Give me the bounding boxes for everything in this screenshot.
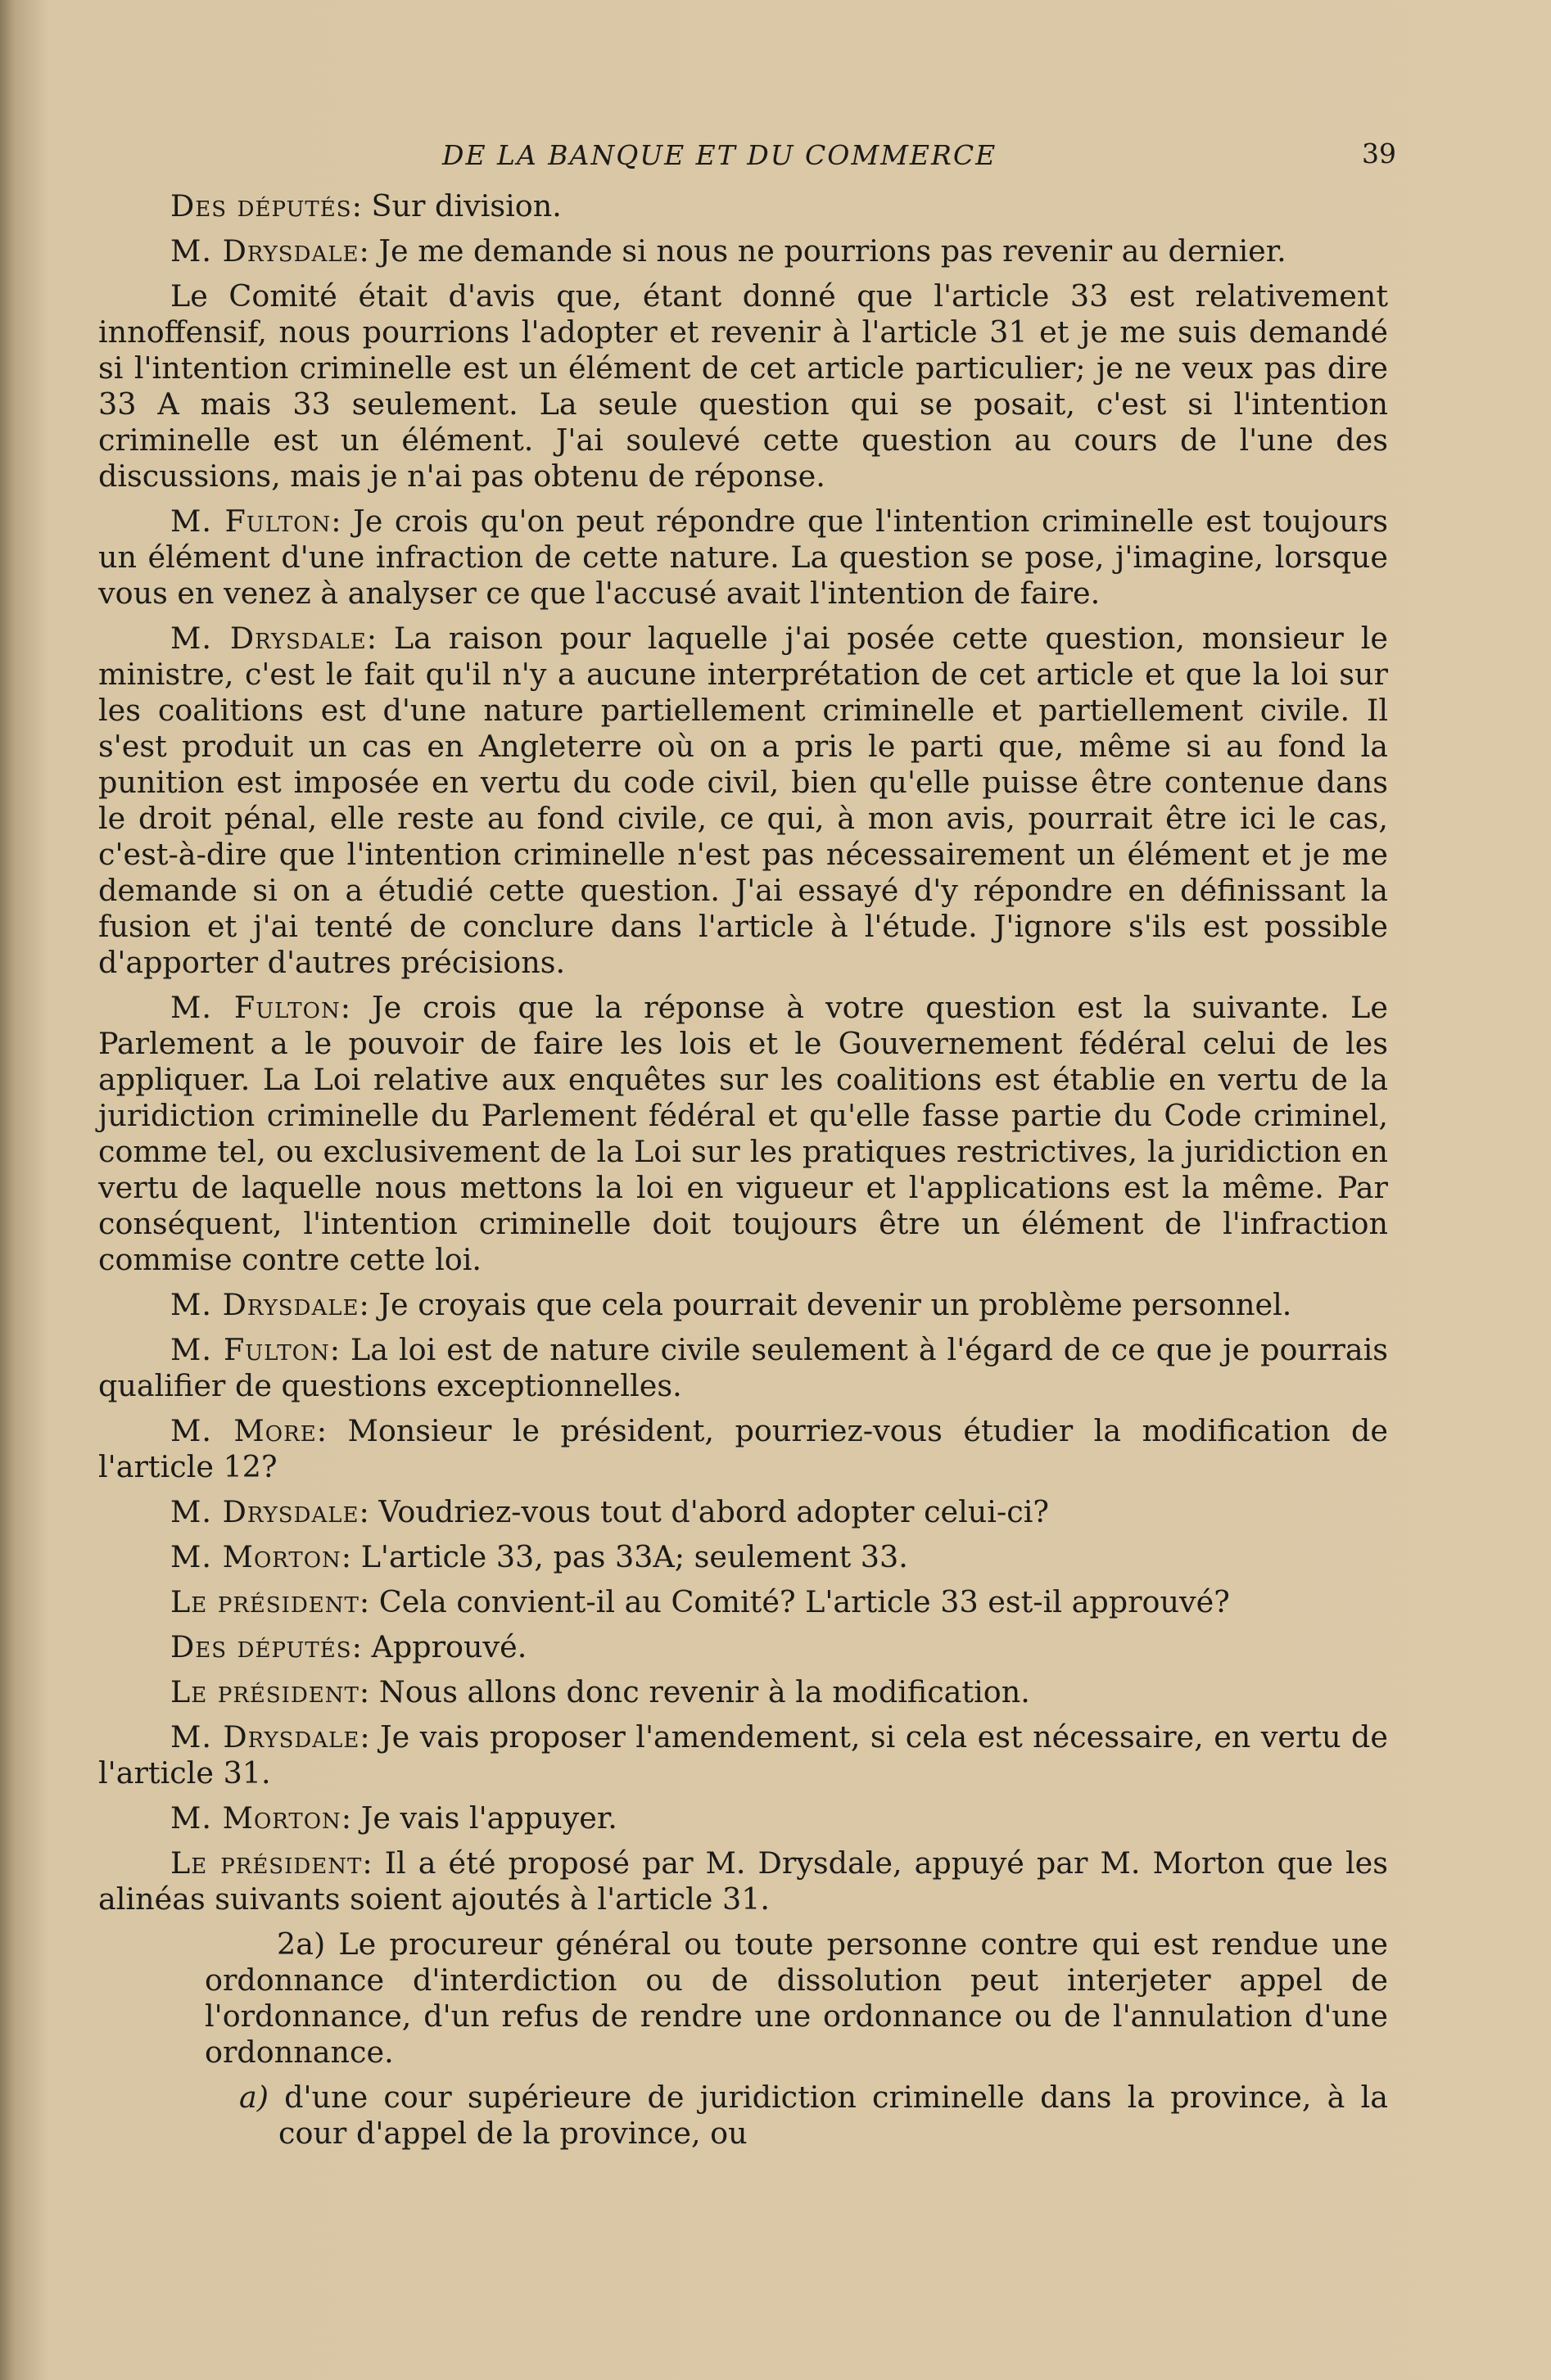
speaker: M. Drysdale xyxy=(170,233,359,269)
speaker: M. Drysdale xyxy=(170,1494,359,1529)
speaker: Le président xyxy=(170,1674,359,1709)
speaker: M. Fulton xyxy=(170,990,341,1025)
paragraph xyxy=(98,1800,1388,1836)
paragraph-text: : Cela convient-il au Comité? L'article 33 est-il approuvé? xyxy=(359,1584,1230,1619)
paragraph-text: : Je crois que la réponse à votre question est la suivante. Le Parlement a le pouvoir de faire les lois et le Gouvernement fédéral celui de les appliquer. La Loi relative aux enquêtes sur les coalitions est établie en vertu de la juridiction criminelle du Parlement fédéral et qu'elle fasse partie du Code criminel, comme tel, ou exclusivement de la Loi sur les pratiques restrictives, la juridiction en vertu de laquelle nous mettons la loi en vigueur et l'applications est la même. Par conséquent, l'intention criminelle doit toujours être un élément de l'infraction commise contre cette loi. xyxy=(98,990,1388,1277)
paragraph xyxy=(98,1719,1388,1791)
running-head xyxy=(98,131,1396,188)
speaker: M. Drysdale xyxy=(170,621,367,656)
speaker: Le président xyxy=(170,1845,363,1881)
paragraph xyxy=(98,278,1388,495)
body-text xyxy=(98,188,1388,2152)
paragraph xyxy=(98,1287,1388,1323)
speaker: M. More xyxy=(170,1413,317,1448)
running-title: DE LA BANQUE ET DU COMMERCE xyxy=(442,139,997,171)
paragraph-text: : Je vais proposer l'amendement, si cela est nécessaire, en vertu de l'article 31. xyxy=(98,1719,1388,1791)
speaker: M. Fulton xyxy=(170,1332,330,1367)
paragraph xyxy=(98,1629,1388,1665)
paragraph xyxy=(98,621,1388,981)
paragraph-text: Le Comité était d'avis que, étant donné que l'article 33 est relativement innoffensif, nous pourrions l'adopter et revenir à l'article 31 et je me suis demandé si l'intention criminelle est un élément de cet article particulier; je ne veux pas dire 33 A mais 33 seulement. La seule question qui se posait, c'est si l'intention criminelle est un élément. J'ai soulevé cette question au cours de l'une des discussions, mais je n'ai pas obtenu de réponse. xyxy=(98,278,1388,494)
paragraph-text: : Je crois qu'on peut répondre que l'intention criminelle est toujours un élément d'une infraction de cette nature. La question se pose, j'imagine, lorsque vous en venez à analyser ce que l'accusé avait l'intention de faire. xyxy=(98,504,1388,611)
page xyxy=(98,131,1396,2161)
paragraph-text: : Monsieur le président, pourriez-vous étudier la modification de l'article 12? xyxy=(98,1413,1388,1484)
paragraph-text: : La raison pour laquelle j'ai posée cette question, monsieur le ministre, c'est le fait qu'il n'y a aucune interprétation de cet article et que la loi sur les coalitions est d'une nature partiellement criminelle et partiellement civile. Il s'est produit un cas en Angleterre où on a pris le parti que, même si au fond la punition est imposée en vertu du code civil, bien qu'elle puisse être contenue dans le droit pénal, elle reste au fond civile, ce qui, à mon avis, pourrait être ici le cas, c'est-à-dire que l'intention criminelle n'est pas nécessairement un élément et je me demande si on a étudié cette question. J'ai essayé d'y répondre en définissant la fusion et j'ai tenté de conclure dans l'article à l'étude. J'ignore s'ils est possible d'apporter d'autres précisions. xyxy=(98,621,1388,980)
speaker: Le président xyxy=(170,1584,359,1619)
paragraph-text: : Voudriez-vous tout d'abord adopter celui-ci? xyxy=(359,1494,1049,1529)
speaker: M. Morton xyxy=(170,1800,341,1836)
paragraph-text: : Je croyais que cela pourrait devenir un problème personnel. xyxy=(359,1287,1292,1322)
paragraph-text: : Il a été proposé par M. Drysdale, appuyé par M. Morton que les alinéas suivants soient ajoutés à l'article 31. xyxy=(98,1845,1389,1917)
speaker: Des députés xyxy=(170,188,352,224)
speaker: M. Fulton xyxy=(170,504,332,539)
paragraph xyxy=(98,1332,1388,1404)
speaker: M. Drysdale xyxy=(170,1719,360,1755)
paragraph xyxy=(98,1539,1388,1575)
paragraph-text: : Approuvé. xyxy=(351,1629,527,1664)
paragraph-text: : Nous allons donc revenir à la modification. xyxy=(359,1674,1030,1709)
paragraph xyxy=(98,233,1388,269)
quoted-subsection: 2a) Le procureur général ou toute personne contre qui est rendue une ordonnance d'interdiction ou de dissolution peut interjeter appel de l'ordonnance, d'un refus de rendre une ordonnance ou de l'annulation d'une ordonnance. xyxy=(205,1926,1388,2070)
speaker: Des députés xyxy=(170,1629,352,1664)
paragraph xyxy=(98,1845,1388,1917)
list-item xyxy=(239,2080,1388,2152)
speaker: M. Morton xyxy=(170,1539,341,1574)
paragraph xyxy=(98,1494,1388,1530)
paragraph-text: : Sur division. xyxy=(351,188,562,224)
paragraph-text: : Je vais l'appuyer. xyxy=(341,1800,617,1836)
paragraph xyxy=(98,504,1388,612)
speaker: M. Drysdale xyxy=(170,1287,359,1322)
item-label: a) xyxy=(239,2080,269,2115)
paragraph-text: : La loi est de nature civile seulement à l'égard de ce que je pourrais qualifier de questions exceptionnelles. xyxy=(98,1332,1388,1403)
page-number: 39 xyxy=(1362,138,1396,169)
item-text: d'une cour supérieure de juridiction criminelle dans la province, à la cour d'appel de la province, ou xyxy=(269,2080,1388,2151)
paragraph-text: : L'article 33, pas 33A; seulement 33. xyxy=(341,1539,908,1574)
paragraph xyxy=(98,1674,1388,1710)
paragraph xyxy=(98,1584,1388,1620)
paragraph xyxy=(98,1413,1388,1485)
paragraph xyxy=(98,990,1388,1278)
paragraph-text: : Je me demande si nous ne pourrions pas revenir au dernier. xyxy=(359,233,1286,269)
paragraph xyxy=(98,188,1388,224)
